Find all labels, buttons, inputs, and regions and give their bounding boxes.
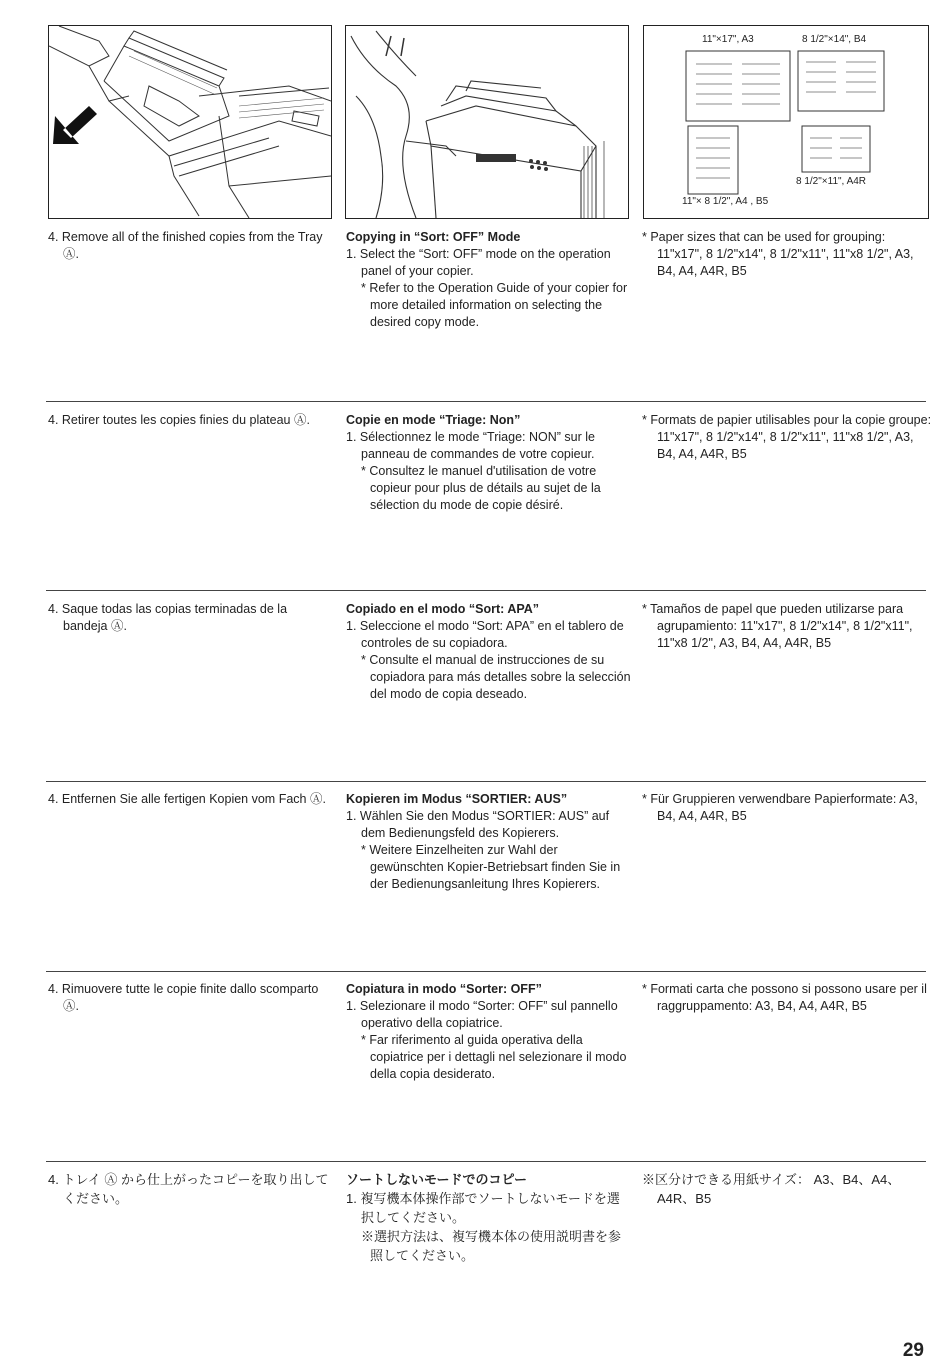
section-divider [46, 1161, 926, 1162]
step-text: 4. トレイ Ⓐ から仕上がったコピーを取り出してください。 [48, 1172, 329, 1206]
paper-sizes-note: * Formats de papier utilisables pour la copie groupe: 11"x17", 8 1/2"x14", 8 1/2"x11", 11"x8 1/2", A3, B4, A4, A4R, B5 [642, 413, 932, 461]
mode-note: ※選択方法は、複写機本体の使用説明書を参照してください。 [361, 1229, 622, 1263]
operator-illustration [345, 25, 629, 219]
mode-title: Copiatura in modo “Sorter: OFF” [346, 982, 542, 996]
mode-step: 1. Select the “Sort: OFF” mode on the operation panel of your copier. [346, 247, 611, 278]
step-text: 4. Rimuovere tutte le copie finite dallo scomparto Ⓐ. [48, 982, 319, 1013]
paper-size-illustration [643, 25, 929, 219]
step-text: 4. Entfernen Sie alle fertigen Kopien vom Fach Ⓐ. [48, 792, 326, 806]
mode-title: Copie en mode “Triage: Non” [346, 413, 521, 427]
mode-note: * Refer to the Operation Guide of your copier for more detailed information on selecting the desired copy mode. [361, 281, 628, 329]
tray-illustration [48, 25, 332, 219]
section-divider [46, 590, 926, 591]
paper-sizes-note: ※区分けできる用紙サイズ： A3、B4、A4、A4R、B5 [642, 1172, 901, 1206]
mode-step: 1. Seleccione el modo “Sort: APA” en el tablero de controles de su copiadora. [346, 619, 624, 650]
paper-sheets-drawing [644, 26, 928, 218]
step-text: 4. Remove all of the finished copies from the Tray Ⓐ. [48, 230, 323, 261]
finisher-tray-drawing [49, 26, 331, 218]
mode-title: Copying in “Sort: OFF” Mode [346, 230, 521, 244]
section-divider [46, 401, 926, 402]
step-text: 4. Saque todas las copias terminadas de la bandeja Ⓐ. [48, 602, 288, 633]
section-divider [46, 971, 926, 972]
paper-sizes-note: * Für Gruppieren verwendbare Papierformate: A3, B4, A4, A4R, B5 [642, 792, 918, 823]
mode-note: * Far riferimento al guida operativa della copiatrice per i dettagli nel selezionare il modo della copia desiderato. [361, 1033, 627, 1081]
paper-sizes-note: * Tamaños de papel que pueden utilizarse para agrupamiento: 11"x17", 8 1/2"x14", 8 1/2"x11", 11"x8 1/2", A3, B4, A4, A4R, B5 [642, 602, 913, 650]
paper-sizes-note: * Paper sizes that can be used for grouping: 11"x17", 8 1/2"x14", 8 1/2"x11", 11"x8 1/2", A3, B4, A4, A4R, B5 [642, 230, 914, 278]
mode-note: * Consulte el manual de instrucciones de su copiadora para más detalles sobre la selección del modo de copia deseado. [361, 653, 631, 701]
paper-sizes-note: * Formati carta che possono si possono usare per il raggruppamento: A3, B4, A4, A4R, B5 [642, 982, 927, 1013]
mode-note: * Consultez le manuel d'utilisation de votre copieur pour plus de détails au sujet de la sélection du mode de copie désiré. [361, 464, 601, 512]
mode-step: 1. Wählen Sie den Modus “SORTIER: AUS” auf dem Bedienungsfeld des Kopierers. [346, 809, 610, 840]
label-11x8half-a4-b5: 11"× 8 1/2", A4 , B5 [682, 196, 769, 207]
mode-step: 1. Selezionare il modo “Sorter: OFF” sul pannello operativo della copiatrice. [346, 999, 618, 1030]
mode-title: Copiado en el modo “Sort: APA” [346, 602, 540, 616]
step-text: 4. Retirer toutes les copies finies du plateau Ⓐ. [48, 413, 310, 427]
label-8half-x11-a4r: 8 1/2"×11", A4R [796, 176, 867, 187]
label-11x17-a3: 11"×17", A3 [702, 34, 754, 45]
mode-step: 1. Sélectionnez le mode “Triage: NON” sur le panneau de commandes de votre copieur. [346, 430, 595, 461]
mode-title: ソートしないモードでのコピー [346, 1172, 527, 1187]
section-divider [46, 781, 926, 782]
mode-title: Kopieren im Modus “SORTIER: AUS” [346, 792, 568, 806]
mode-note: * Weitere Einzelheiten zur Wahl der gewünschten Kopier-Betriebsart finden Sie in der Bedienungsanleitung Ihres Kopierers. [361, 843, 621, 891]
pull-arrow-icon [53, 106, 97, 144]
label-8half-x14-b4: 8 1/2"×14", B4 [802, 34, 867, 45]
mode-step: 1. 複写機本体操作部でソートしないモードを選択してください。 [346, 1191, 620, 1225]
page-number: 29 [902, 1340, 924, 1361]
copier-operator-drawing [346, 26, 628, 218]
